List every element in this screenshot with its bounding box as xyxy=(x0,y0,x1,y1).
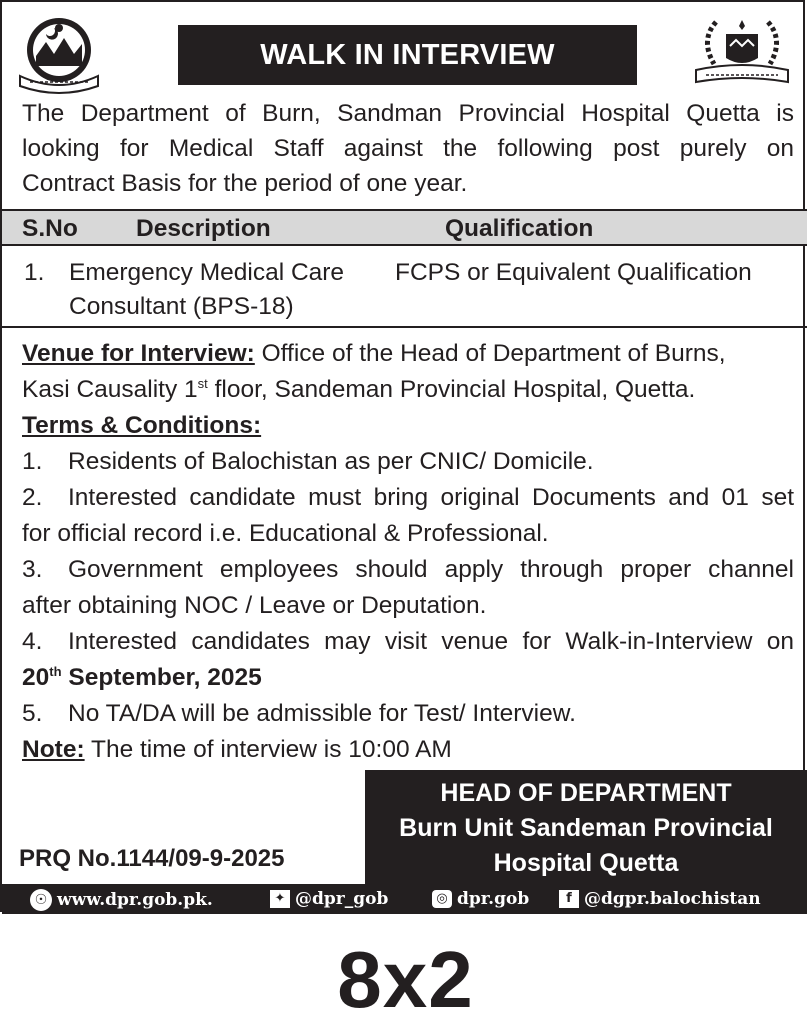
column-header-sno: S.No xyxy=(22,215,78,242)
footer-facebook[interactable] xyxy=(559,889,761,909)
prq-number: PRQ No.1144/09-9-2025 xyxy=(19,845,285,872)
page-title: WALK IN INTERVIEW xyxy=(178,25,637,85)
venue-text: Kasi Causality 1 xyxy=(22,376,198,403)
date-rest: September, 2025 xyxy=(61,664,262,691)
column-header-qualification: Qualification xyxy=(445,215,594,242)
venue-text: Office of the Head of Department of Burns, xyxy=(254,340,726,367)
row-description: Emergency Medical Care xyxy=(69,259,345,286)
signature-hospital: Hospital Quetta xyxy=(493,849,679,877)
date-superscript: th xyxy=(49,663,62,679)
website-text: www.dpr.gob.pk. xyxy=(57,890,213,910)
term-text: No TA/DA will be admissible for Test/ Interview. xyxy=(68,700,576,727)
term-number: 4. xyxy=(22,628,43,655)
note-label: Note: xyxy=(22,736,85,763)
term-number: 2. xyxy=(22,484,43,511)
term-text: Government employees should apply through proper channel xyxy=(68,556,794,583)
footer-bar xyxy=(2,884,807,914)
intro-line: looking for Medical Staff against the following post purely on xyxy=(22,135,794,162)
facebook-icon: f xyxy=(559,890,579,908)
ad-size-label: 8x2 xyxy=(337,935,474,1024)
term-number: 5. xyxy=(22,700,43,727)
intro-line: Contract Basis for the period of one year. xyxy=(22,170,468,197)
table-header xyxy=(2,209,807,246)
column-header-description: Description xyxy=(136,215,271,242)
facebook-handle: @dgpr.balochistan xyxy=(584,889,761,909)
footer-website[interactable] xyxy=(30,889,213,911)
term-item-continued: after obtaining NOC / Leave or Deputation. xyxy=(22,592,487,619)
footer-twitter[interactable] xyxy=(270,889,388,909)
note-text: The time of interview is 10:00 AM xyxy=(84,736,452,763)
term-item xyxy=(22,624,794,660)
venue-line xyxy=(22,336,794,372)
globe-icon: ☉ xyxy=(30,889,52,911)
row-qualification: FCPS or Equivalent Qualification xyxy=(395,259,752,286)
terms-heading: Terms & Conditions: xyxy=(22,412,262,439)
instagram-handle: dpr.gob xyxy=(457,889,530,909)
note-line xyxy=(22,732,794,768)
venue-label: Venue for Interview: xyxy=(22,340,255,367)
intro-line: The Department of Burn, Sandman Provincial Hospital Quetta is xyxy=(22,100,794,127)
signature-title: HEAD OF DEPARTMENT xyxy=(440,779,732,807)
footer-instagram[interactable] xyxy=(432,889,529,909)
term-number: 1. xyxy=(22,448,43,475)
term-item-continued: for official record i.e. Educational & Professional. xyxy=(22,520,549,547)
term-text: Residents of Balochistan as per CNIC/ Domicile. xyxy=(68,448,594,475)
details-section xyxy=(22,336,794,768)
venue-superscript: st xyxy=(197,375,208,391)
term-item xyxy=(22,444,794,480)
instagram-icon: ◎ xyxy=(432,890,452,908)
directorate-public-relations-emblem-icon xyxy=(690,16,794,94)
interview-date xyxy=(22,660,794,696)
balochistan-government-emblem-icon xyxy=(16,14,102,96)
term-item xyxy=(22,552,794,588)
signature-unit: Burn Unit Sandeman Provincial xyxy=(399,814,773,842)
term-text: Interested candidates may visit venue for Walk-in-Interview on xyxy=(68,628,794,655)
date-day: 20 xyxy=(22,664,50,691)
row-sno: 1. xyxy=(24,259,45,286)
venue-text: floor, Sandeman Provincial Hospital, Quetta. xyxy=(207,376,696,403)
term-item xyxy=(22,696,794,732)
table-row xyxy=(2,246,807,328)
term-item xyxy=(22,480,794,516)
row-description: Consultant (BPS-18) xyxy=(69,293,294,320)
signature-block xyxy=(365,770,807,884)
term-text: Interested candidate must bring original Documents and 01 set xyxy=(68,484,794,511)
term-number: 3. xyxy=(22,556,43,583)
twitter-icon: ✦ xyxy=(270,890,290,908)
venue-line xyxy=(22,372,794,408)
intro-paragraph xyxy=(22,96,794,201)
twitter-handle: @dpr_gob xyxy=(295,889,389,909)
